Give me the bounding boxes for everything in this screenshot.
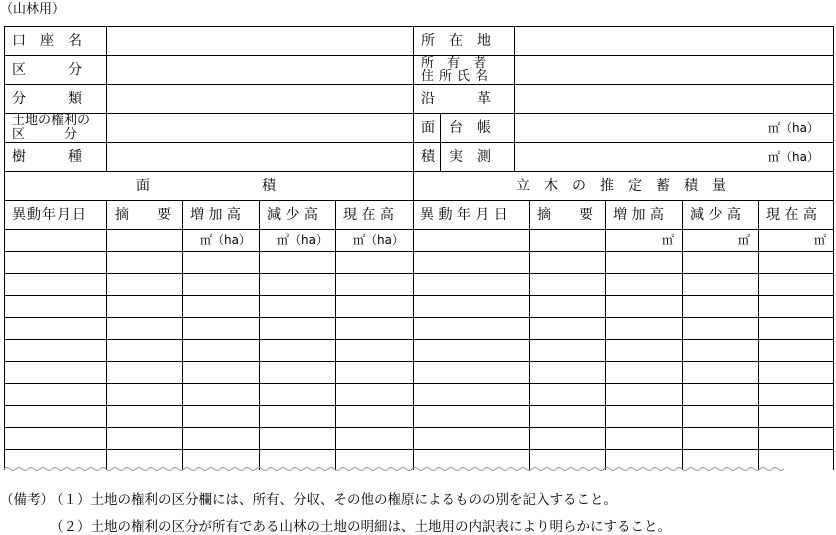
unit-increase-2: ㎡ xyxy=(662,233,675,247)
measured-area-unit: ㎡（ha） xyxy=(768,150,819,164)
measured-label: 実 測 xyxy=(449,149,491,165)
owner-label-line2: 住所氏名 xyxy=(421,69,494,84)
notes-label: （備考） xyxy=(0,492,54,508)
unit-current-2: ㎡ xyxy=(814,233,827,247)
unit-current: ㎡（ha） xyxy=(353,233,404,247)
col-increase: 増 加 高 xyxy=(190,207,241,223)
note-2: （２）土地の権利の区分が所有である山林の土地の明細は、土地用の内訳表により明らかにすること。 xyxy=(50,519,671,535)
ledger-label: 台 帳 xyxy=(449,120,491,136)
col-increase-2: 増 加 高 xyxy=(613,207,664,223)
col-change-date-2: 異 動 年 月 日 xyxy=(420,207,508,223)
note-1: （１）土地の権利の区分欄には、所有、分収、その他の権原によるものの別を記入すること。 xyxy=(50,492,617,508)
ledger-area-unit: ㎡（ha） xyxy=(768,121,819,135)
area-char-label: 面 xyxy=(421,120,435,136)
col-current-2: 現 在 高 xyxy=(766,207,817,223)
unit-increase: ㎡（ha） xyxy=(200,233,251,247)
owner-label-line1: 所 有 者 xyxy=(421,56,487,71)
location-label: 所 在 地 xyxy=(421,33,491,49)
col-decrease: 減 少 高 xyxy=(267,207,318,223)
land-right-class-label-line1: 土地の権利の xyxy=(12,113,91,128)
col-decrease-2: 減 少 高 xyxy=(690,207,741,223)
col-change-date: 異動年月日 xyxy=(12,207,87,223)
form-subtitle: （山林用） xyxy=(0,2,66,17)
standing-timber-section-header: 立 木 の 推 定 蓄 積 量 xyxy=(516,178,726,194)
category-label: 分 類 xyxy=(12,91,82,107)
wavy-break-line xyxy=(4,468,784,471)
land-right-class-label-line2: 区 分 xyxy=(12,127,78,142)
classification-label: 区 分 xyxy=(12,62,82,78)
area-section-header: 面 積 xyxy=(136,178,276,194)
col-summary-2: 摘 要 xyxy=(537,207,593,223)
col-current: 現 在 高 xyxy=(343,207,394,223)
account-name-label: 口 座 名 xyxy=(12,33,82,49)
col-summary: 摘 要 xyxy=(115,207,171,223)
tree-species-label: 樹 種 xyxy=(12,149,82,165)
unit-decrease: ㎡（ha） xyxy=(277,233,328,247)
volume-char-label: 積 xyxy=(421,149,435,165)
history-label: 沿 革 xyxy=(421,91,491,107)
unit-decrease-2: ㎡ xyxy=(738,233,751,247)
